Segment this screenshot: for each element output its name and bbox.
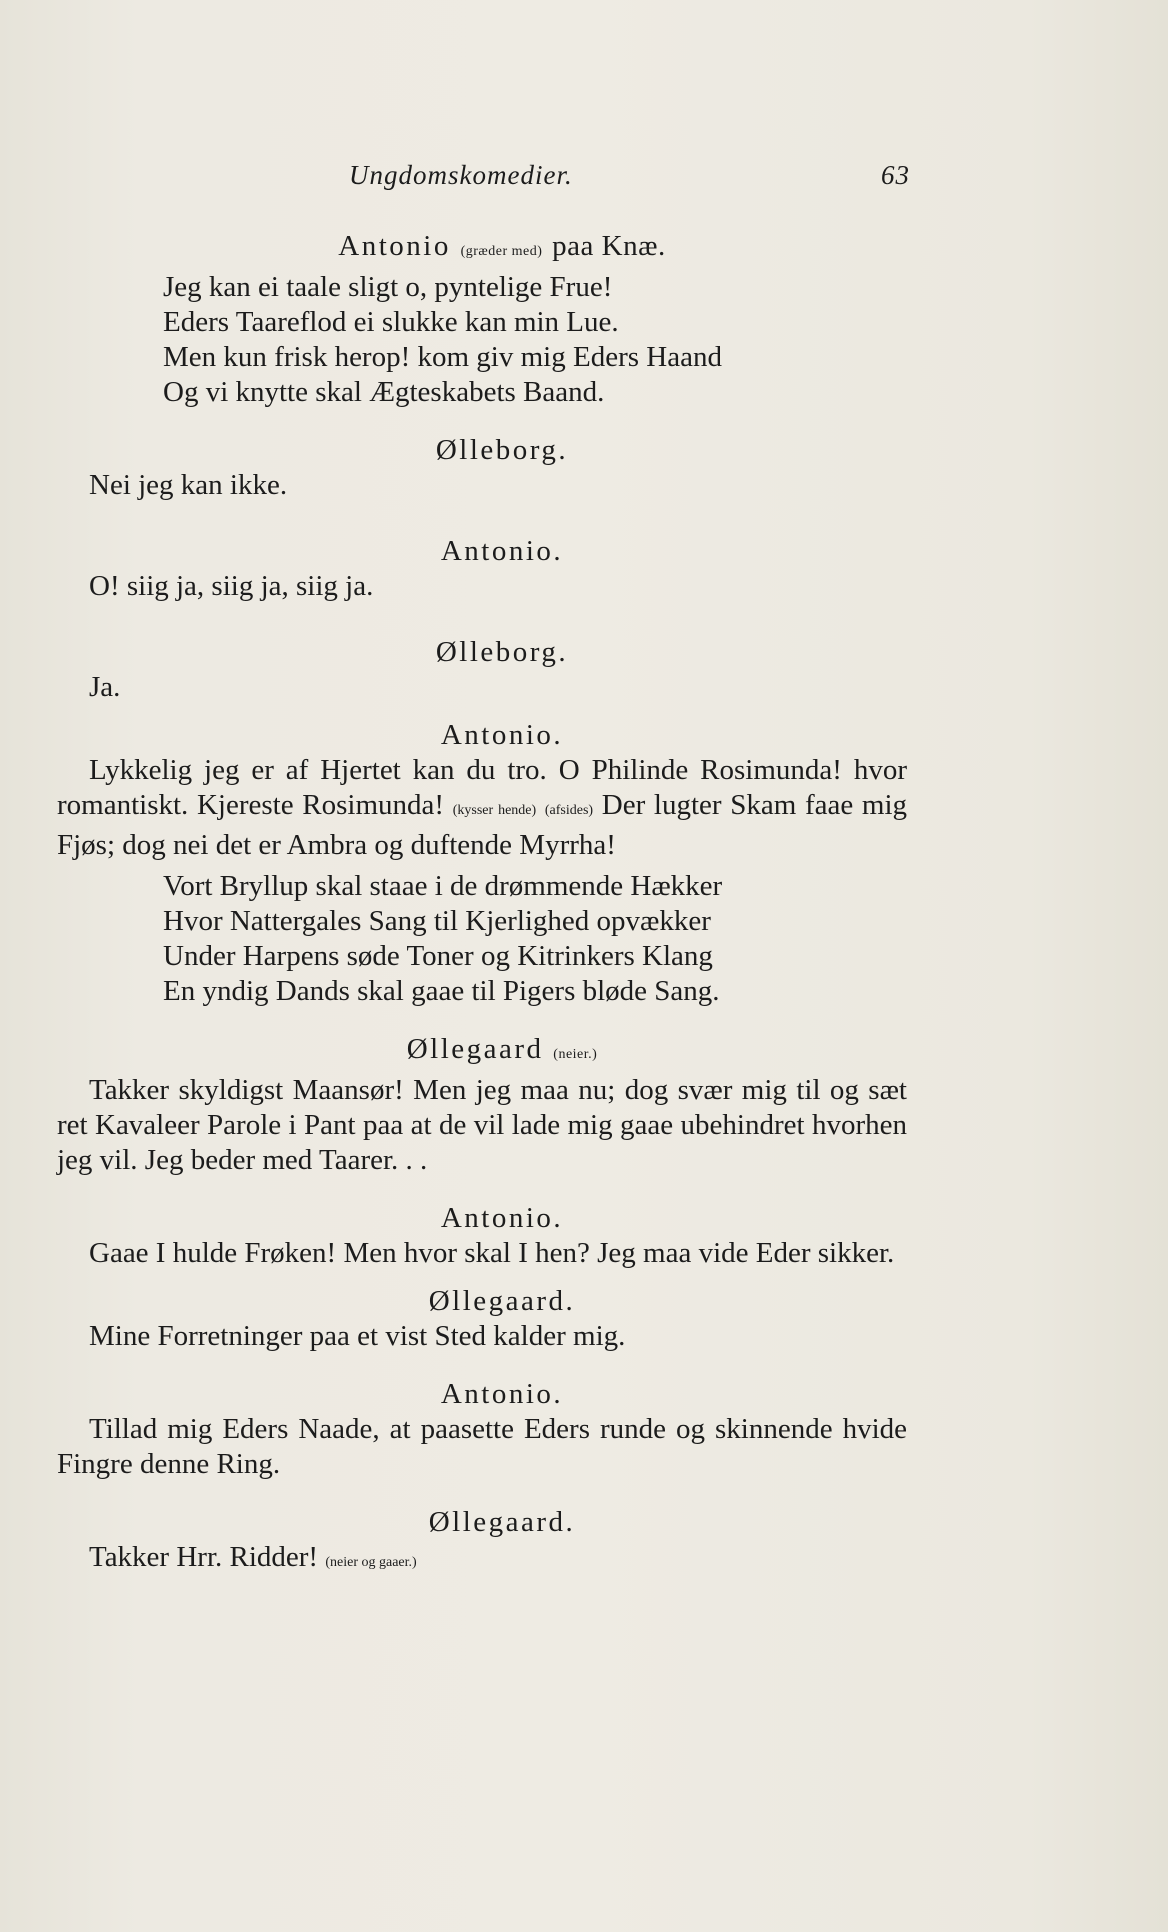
stage-direction: (neier og gaaer.) bbox=[325, 1555, 417, 1570]
speaker-name: Antonio. bbox=[440, 719, 564, 751]
dialogue-paragraph bbox=[57, 753, 907, 863]
speaker-heading bbox=[97, 1504, 907, 1540]
stage-direction: (neier.) bbox=[553, 1047, 598, 1062]
speaker-name: Ølleborg. bbox=[435, 434, 569, 466]
speaker-name: Øllegaard bbox=[406, 1033, 544, 1065]
speaker-heading bbox=[97, 1283, 907, 1319]
stage-direction: (græder med) bbox=[460, 244, 543, 259]
dialogue-paragraph bbox=[57, 1073, 907, 1178]
verse-line: Men kun frisk herop! kom giv mig Eders Haand bbox=[163, 341, 722, 373]
verse-block bbox=[57, 869, 907, 1009]
speaker-name: Øllegaard. bbox=[428, 1506, 576, 1538]
speaker-name: Ølleborg. bbox=[435, 636, 569, 668]
dialogue-text: Takker Hrr. Ridder! bbox=[89, 1541, 319, 1573]
dialogue-text: Der lugter Skam faae mig Fjøs; dog nei det er Ambra og duftende Myrrha! bbox=[57, 789, 908, 861]
running-header bbox=[0, 160, 1168, 200]
speaker-heading bbox=[97, 1376, 907, 1412]
dialogue-text: Tillad mig Eders Naade, at paasette Eders runde og skinnende hvide Fingre denne Ring. bbox=[57, 1413, 907, 1480]
dialogue-paragraph bbox=[57, 1236, 907, 1271]
verse-line: Vort Bryllup skal staae i de drømmende Hækker bbox=[163, 870, 723, 902]
dialogue-text: Lykkelig jeg er af Hjertet kan du tro. O Philinde Rosimunda! hvor romantiskt. Kjereste Rosimunda! bbox=[57, 754, 907, 821]
dialogue-text: Nei jeg kan ikke. bbox=[89, 469, 288, 501]
stage-direction: (afsides) bbox=[544, 803, 594, 818]
dialogue-paragraph bbox=[57, 1412, 907, 1482]
speaker-heading bbox=[97, 717, 907, 753]
verse-line: Jeg kan ei taale sligt o, pyntelige Frue! bbox=[163, 271, 613, 303]
speaker-name: Antonio. bbox=[440, 535, 564, 567]
speaker-heading bbox=[97, 634, 907, 670]
dialogue-text: Ja. bbox=[89, 671, 121, 703]
speaker-heading bbox=[97, 432, 907, 468]
stage-direction: (kysser hende) bbox=[452, 803, 537, 818]
dialogue-paragraph bbox=[57, 1319, 907, 1354]
dialogue-text: Gaae I hulde Frøken! Men hvor skal I hen? Jeg maa vide Eder sikker. bbox=[89, 1237, 895, 1269]
verse-block bbox=[57, 270, 907, 410]
speaker-direction-text: paa Knæ. bbox=[552, 230, 666, 262]
verse-line: Eders Taareflod ei slukke kan min Lue. bbox=[163, 306, 619, 338]
dialogue-text: O! siig ja, siig ja, siig ja. bbox=[89, 570, 374, 602]
speaker-heading bbox=[97, 533, 907, 569]
dialogue-line bbox=[57, 1540, 907, 1580]
dialogue-text: Takker skyldigst Maansør! Men jeg maa nu; dog svær mig til og sæt ret Kavaleer Parole i Pant paa at de vil lade mig gaae ubehindret hvorhen jeg vil. Jeg beder med Taarer. . . bbox=[57, 1074, 907, 1176]
speaker-name: Antonio. bbox=[440, 1202, 564, 1234]
dialogue-text: Mine Forretninger paa et vist Sted kalder mig. bbox=[89, 1320, 626, 1352]
dialogue-line bbox=[57, 569, 907, 604]
verse-line: En yndig Dands skal gaae til Pigers bløde Sang. bbox=[163, 975, 720, 1007]
verse-line: Hvor Nattergales Sang til Kjerlighed opvækker bbox=[163, 905, 711, 937]
page-number: 63 bbox=[881, 160, 910, 190]
speaker-name: Øllegaard. bbox=[428, 1285, 576, 1317]
header-title: Ungdomskomedier. bbox=[349, 160, 573, 190]
dialogue-line bbox=[57, 670, 907, 705]
speaker-heading bbox=[97, 1031, 907, 1073]
speaker-heading bbox=[97, 228, 907, 270]
speaker-name: Antonio bbox=[338, 230, 451, 262]
page-content bbox=[57, 228, 907, 1580]
verse-line: Og vi knytte skal Ægteskabets Baand. bbox=[163, 376, 605, 408]
dialogue-line bbox=[57, 468, 907, 503]
speaker-heading bbox=[97, 1200, 907, 1236]
verse-line: Under Harpens søde Toner og Kitrinkers Klang bbox=[163, 940, 713, 972]
speaker-name: Antonio. bbox=[440, 1378, 564, 1410]
